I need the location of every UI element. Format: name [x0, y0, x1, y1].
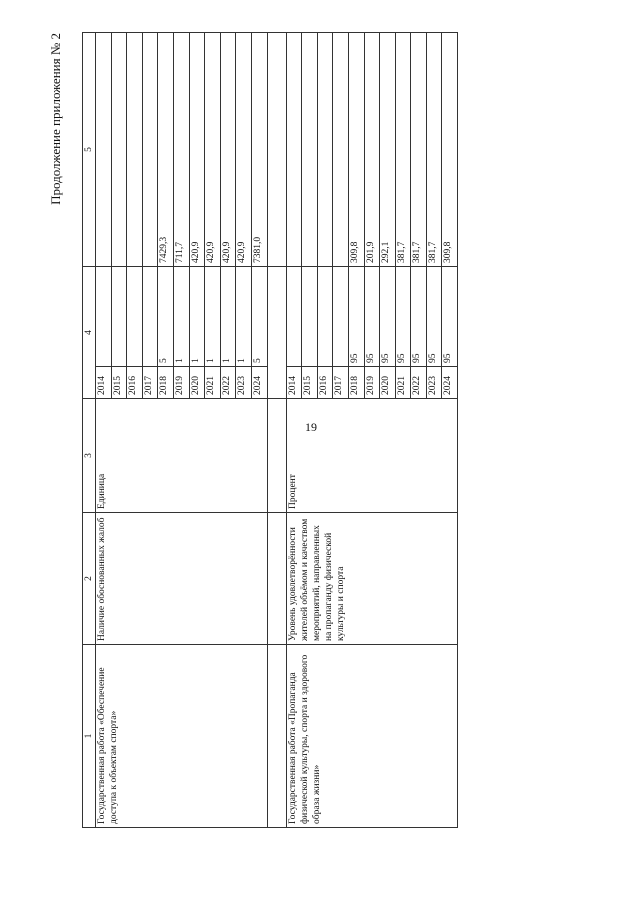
year-cell: 2015	[111, 367, 127, 399]
year-cell: 2024	[442, 367, 458, 399]
year-cell: 2016	[127, 367, 143, 399]
sum-cell: 201,9	[364, 33, 380, 267]
value-cell: 95	[380, 267, 396, 367]
sum-cell	[333, 33, 349, 267]
value-cell: 95	[442, 267, 458, 367]
sum-cell: 7381,0	[251, 33, 267, 267]
value-cell: 95	[411, 267, 427, 367]
sum-cell: 381,7	[411, 33, 427, 267]
sum-cell: 420,9	[220, 33, 236, 267]
col-header-2: 2	[83, 513, 96, 645]
value-cell: 1	[173, 267, 189, 367]
value-cell	[302, 267, 318, 367]
year-cell: 2023	[236, 367, 252, 399]
sum-cell: 309,8	[442, 33, 458, 267]
work-name: Государственная работа «Пропаганда физической культуры, спорта и здорового образа жизни»	[286, 645, 458, 828]
page-number: 19	[305, 420, 317, 434]
sum-cell: 381,7	[395, 33, 411, 267]
value-cell: 95	[395, 267, 411, 367]
value-cell: 5	[158, 267, 174, 367]
year-cell: 2014	[96, 367, 112, 399]
year-cell: 2023	[426, 367, 442, 399]
table-row	[96, 33, 112, 828]
col-header-3: 3	[83, 399, 96, 513]
sum-cell: 711,7	[173, 33, 189, 267]
value-cell: 95	[364, 267, 380, 367]
value-cell: 5	[251, 267, 267, 367]
year-cell: 2019	[173, 367, 189, 399]
value-cell	[333, 267, 349, 367]
sum-cell: 292,1	[380, 33, 396, 267]
rotated-document	[48, 33, 574, 828]
sum-cell	[111, 33, 127, 267]
year-cell: 2014	[286, 367, 302, 399]
value-cell: 1	[220, 267, 236, 367]
work-name: Государственная работа «Обеспечение доступа к объектам спорта»	[96, 645, 268, 828]
sum-cell: 420,9	[236, 33, 252, 267]
value-cell: 1	[236, 267, 252, 367]
year-cell: 2017	[142, 367, 158, 399]
data-table	[82, 32, 458, 828]
value-cell: 1	[189, 267, 205, 367]
year-cell: 2016	[317, 367, 333, 399]
sum-cell	[127, 33, 143, 267]
sum-cell	[317, 33, 333, 267]
year-cell: 2019	[364, 367, 380, 399]
col-header-4: 4	[83, 267, 96, 399]
year-cell: 2020	[380, 367, 396, 399]
appendix-subtitle: Продолжение приложения № 2	[48, 33, 63, 205]
sum-cell: 309,8	[348, 33, 364, 267]
value-cell	[142, 267, 158, 367]
year-cell: 2018	[158, 367, 174, 399]
table-row	[286, 33, 302, 828]
group-spacer-row	[267, 33, 286, 828]
year-cell: 2022	[220, 367, 236, 399]
indicator-name: Наличие обоснованных жалоб	[96, 513, 268, 645]
year-cell: 2015	[302, 367, 318, 399]
year-cell: 2024	[251, 367, 267, 399]
value-cell: 95	[426, 267, 442, 367]
year-cell: 2018	[348, 367, 364, 399]
value-cell	[286, 267, 302, 367]
value-cell	[96, 267, 112, 367]
value-cell	[111, 267, 127, 367]
sum-cell	[286, 33, 302, 267]
value-cell	[127, 267, 143, 367]
sum-cell: 7429,3	[158, 33, 174, 267]
value-cell: 95	[348, 267, 364, 367]
year-cell: 2021	[205, 367, 221, 399]
unit-of-measure: Единица	[96, 399, 268, 513]
sum-cell: 420,9	[189, 33, 205, 267]
year-cell: 2021	[395, 367, 411, 399]
sum-cell	[302, 33, 318, 267]
year-cell: 2017	[333, 367, 349, 399]
sum-cell: 381,7	[426, 33, 442, 267]
sum-cell: 420,9	[205, 33, 221, 267]
value-cell	[317, 267, 333, 367]
year-cell: 2020	[189, 367, 205, 399]
col-header-1: 1	[83, 645, 96, 828]
unit-of-measure: Процент	[286, 399, 458, 513]
sum-cell	[96, 33, 112, 267]
year-cell: 2022	[411, 367, 427, 399]
column-number-row	[83, 33, 96, 828]
value-cell: 1	[205, 267, 221, 367]
indicator-name: Уровень удовлетворённости жителей объёмом и качеством мероприятий, направленных на пропаганду физической культуры и спорта	[286, 513, 458, 645]
col-header-5: 5	[83, 33, 96, 267]
sum-cell	[142, 33, 158, 267]
